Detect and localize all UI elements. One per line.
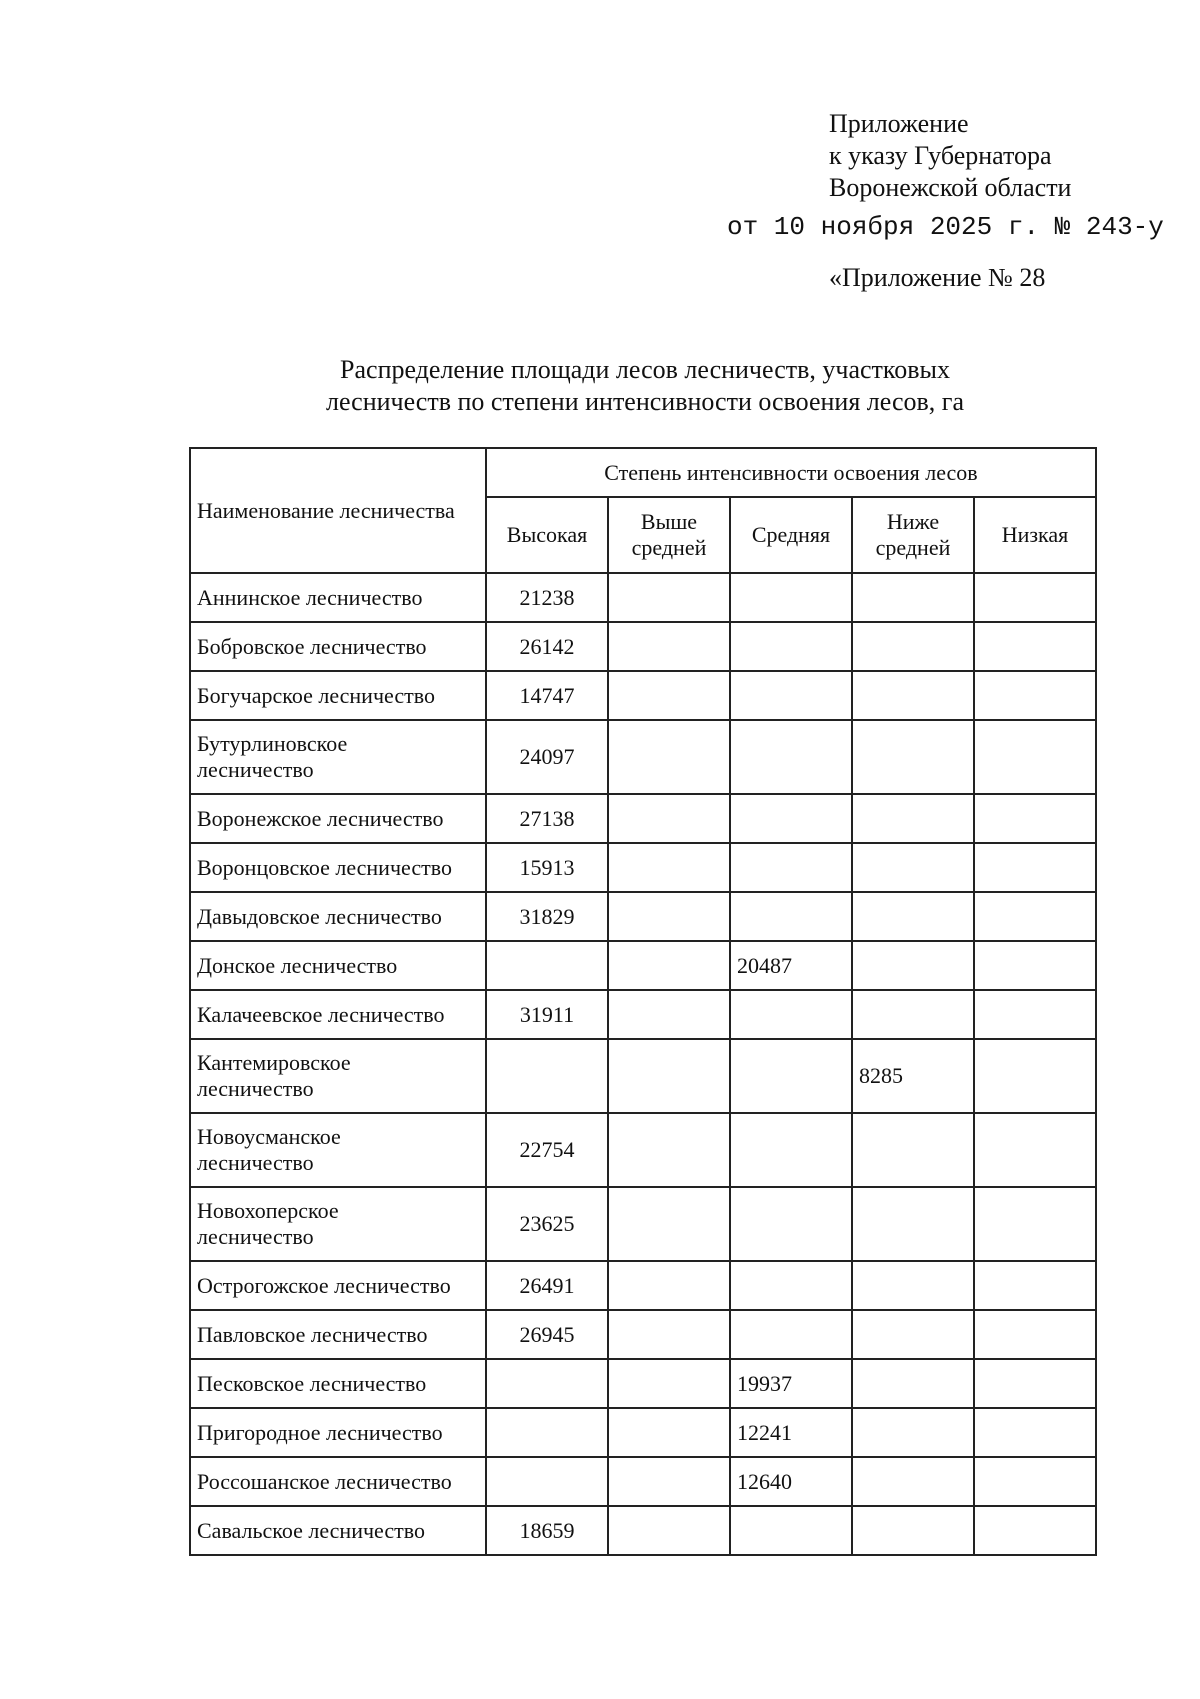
- value-cell: [852, 1408, 974, 1457]
- value-cell: [974, 892, 1096, 941]
- table-body: [190, 573, 1096, 1555]
- value-cell: [608, 1457, 730, 1506]
- column-header-line: Низкая: [1001, 522, 1069, 547]
- value-cell: [852, 1457, 974, 1506]
- forestry-name-cell: [190, 990, 486, 1039]
- value-cell: [486, 1457, 608, 1506]
- value-cell: [486, 941, 608, 990]
- forestry-name-line: Савальское лесничество: [197, 1517, 425, 1543]
- column-header: [730, 497, 852, 573]
- value-cell: [852, 1310, 974, 1359]
- value-cell: [852, 573, 974, 622]
- value-cell: [852, 1261, 974, 1310]
- forestry-name-cell: [190, 573, 486, 622]
- forestry-name-line: Новохоперское: [197, 1198, 339, 1223]
- forestry-name-line: Воронежское лесничество: [197, 805, 444, 831]
- value-cell: [486, 1359, 608, 1408]
- forestry-name-cell: [190, 622, 486, 671]
- value-cell: [974, 1310, 1096, 1359]
- value-cell: 8285: [852, 1039, 974, 1113]
- table-row: [190, 1113, 1096, 1187]
- value-cell: 12241: [730, 1408, 852, 1457]
- column-header: [852, 497, 974, 573]
- value-cell: [730, 843, 852, 892]
- column-header-line: средней: [875, 535, 951, 560]
- forestry-name-cell: [190, 843, 486, 892]
- annex-number: «Приложение № 28: [829, 263, 1046, 292]
- table-row: [190, 1457, 1096, 1506]
- table-row: [190, 892, 1096, 941]
- appendix-line: к указу Губернатора: [829, 141, 1052, 170]
- value-cell: [608, 622, 730, 671]
- value-cell: [608, 671, 730, 720]
- value-cell: [730, 794, 852, 843]
- value-cell: 26142: [486, 622, 608, 671]
- forestry-name-cell: [190, 794, 486, 843]
- value-cell: [974, 1506, 1096, 1555]
- value-cell: [974, 794, 1096, 843]
- value-cell: [730, 622, 852, 671]
- value-cell: [974, 1457, 1096, 1506]
- column-header-line: Выше: [640, 509, 698, 534]
- forestry-name-line: Павловское лесничество: [197, 1321, 428, 1347]
- column-header: [486, 497, 608, 573]
- value-cell: [974, 941, 1096, 990]
- value-cell: [608, 990, 730, 1039]
- value-cell: [730, 671, 852, 720]
- value-cell: 26945: [486, 1310, 608, 1359]
- value-cell: [608, 843, 730, 892]
- value-cell: [852, 990, 974, 1039]
- table-row: [190, 1039, 1096, 1113]
- value-cell: [608, 1187, 730, 1261]
- value-cell: 31829: [486, 892, 608, 941]
- name-column-header: Наименование лесничества: [190, 448, 486, 573]
- forestry-name-cell: [190, 1506, 486, 1555]
- value-cell: 18659: [486, 1506, 608, 1555]
- value-cell: [974, 1408, 1096, 1457]
- value-cell: [608, 1113, 730, 1187]
- value-cell: [974, 671, 1096, 720]
- value-cell: 26491: [486, 1261, 608, 1310]
- value-cell: [852, 622, 974, 671]
- value-cell: 20487: [730, 941, 852, 990]
- forestry-name-cell: [190, 1310, 486, 1359]
- value-cell: [608, 1261, 730, 1310]
- table-row: [190, 1506, 1096, 1555]
- table-row: [190, 720, 1096, 794]
- document-title: [190, 354, 1100, 418]
- forestry-name-line: Кантемировское: [197, 1050, 351, 1075]
- value-cell: [730, 1113, 852, 1187]
- value-cell: [974, 990, 1096, 1039]
- value-cell: [608, 794, 730, 843]
- table-row: [190, 941, 1096, 990]
- value-cell: 15913: [486, 843, 608, 892]
- value-cell: [852, 720, 974, 794]
- column-header-line: Ниже: [886, 509, 940, 534]
- forestry-name-line: лесничество: [197, 757, 314, 782]
- forestry-name-line: Воронцовское лесничество: [197, 854, 452, 880]
- value-cell: [608, 941, 730, 990]
- forestry-name-line: Калачеевское лесничество: [197, 1001, 445, 1027]
- forestry-name-line: Новоусманское: [197, 1124, 341, 1149]
- forestry-name-cell: [190, 1457, 486, 1506]
- table-row: [190, 794, 1096, 843]
- table-row: [190, 1359, 1096, 1408]
- forestry-name-line: Бобровское лесничество: [197, 633, 427, 659]
- value-cell: [730, 1039, 852, 1113]
- value-cell: [486, 1408, 608, 1457]
- forestry-name-line: Богучарское лесничество: [197, 682, 435, 708]
- column-header: [974, 497, 1096, 573]
- forestry-name-line: Бутурлиновское: [197, 731, 348, 756]
- value-cell: [730, 1310, 852, 1359]
- value-cell: [730, 720, 852, 794]
- value-cell: [974, 1187, 1096, 1261]
- forestry-name-cell: [190, 720, 486, 794]
- value-cell: 12640: [730, 1457, 852, 1506]
- value-cell: [608, 1039, 730, 1113]
- appendix-line: Приложение: [829, 109, 969, 138]
- column-header-line: Высокая: [506, 522, 588, 547]
- forestry-name-line: Острогожское лесничество: [197, 1272, 451, 1298]
- table-row: [190, 990, 1096, 1039]
- value-cell: [974, 843, 1096, 892]
- column-header-line: Средняя: [751, 522, 831, 547]
- forestry-name-line: Аннинское лесничество: [197, 584, 423, 610]
- value-cell: [730, 573, 852, 622]
- forestry-name-cell: [190, 1039, 486, 1113]
- value-cell: [852, 794, 974, 843]
- value-cell: 23625: [486, 1187, 608, 1261]
- value-cell: [974, 622, 1096, 671]
- value-cell: [608, 1408, 730, 1457]
- value-cell: [730, 892, 852, 941]
- value-cell: [730, 1506, 852, 1555]
- forestry-name-line: Пригородное лесничество: [197, 1419, 443, 1445]
- table-row: [190, 1408, 1096, 1457]
- forest-table: [189, 447, 1097, 1556]
- value-cell: 22754: [486, 1113, 608, 1187]
- value-cell: [974, 1039, 1096, 1113]
- table-row: [190, 622, 1096, 671]
- value-cell: 24097: [486, 720, 608, 794]
- value-cell: 19937: [730, 1359, 852, 1408]
- column-header: [608, 497, 730, 573]
- table-row: [190, 573, 1096, 622]
- value-cell: [608, 1310, 730, 1359]
- table-row: [190, 1310, 1096, 1359]
- value-cell: [852, 892, 974, 941]
- forestry-name-cell: [190, 1261, 486, 1310]
- table-row: [190, 1261, 1096, 1310]
- value-cell: [730, 1187, 852, 1261]
- value-cell: 14747: [486, 671, 608, 720]
- forestry-name-line: лесничество: [197, 1076, 314, 1101]
- value-cell: 21238: [486, 573, 608, 622]
- value-cell: [852, 941, 974, 990]
- forestry-name-cell: [190, 1113, 486, 1187]
- forestry-name-cell: [190, 892, 486, 941]
- forestry-name-cell: [190, 1187, 486, 1261]
- forestry-name-line: Давыдовское лесничество: [197, 903, 442, 929]
- value-cell: [608, 892, 730, 941]
- value-cell: [974, 1113, 1096, 1187]
- intensity-group-header: Степень интенсивности освоения лесов: [486, 448, 1096, 497]
- forestry-name-line: лесничество: [197, 1224, 314, 1249]
- appendix-line: Воронежской области: [829, 173, 1072, 202]
- table-row: [190, 1187, 1096, 1261]
- decree-line: от 10 ноября 2025 г. № 243-у: [727, 212, 1164, 242]
- value-cell: 31911: [486, 990, 608, 1039]
- value-cell: [852, 1187, 974, 1261]
- value-cell: [852, 1359, 974, 1408]
- forestry-name-cell: [190, 671, 486, 720]
- value-cell: 27138: [486, 794, 608, 843]
- forestry-name-line: Россошанское лесничество: [197, 1468, 452, 1494]
- forestry-name-cell: [190, 1408, 486, 1457]
- appendix-header: [829, 108, 1071, 204]
- forestry-name-cell: [190, 941, 486, 990]
- value-cell: [608, 720, 730, 794]
- table-row: [190, 843, 1096, 892]
- value-cell: [608, 1506, 730, 1555]
- title-line: Распределение площади лесов лесничеств, участковых: [340, 355, 950, 384]
- value-cell: [730, 1261, 852, 1310]
- value-cell: [852, 671, 974, 720]
- value-cell: [852, 843, 974, 892]
- forestry-name-line: Донское лесничество: [197, 952, 398, 978]
- forestry-name-cell: [190, 1359, 486, 1408]
- table-row: [190, 671, 1096, 720]
- value-cell: [974, 720, 1096, 794]
- value-cell: [608, 1359, 730, 1408]
- value-cell: [974, 573, 1096, 622]
- value-cell: [730, 990, 852, 1039]
- value-cell: [974, 1359, 1096, 1408]
- title-line: лесничеств по степени интенсивности освоения лесов, га: [326, 387, 964, 416]
- value-cell: [486, 1039, 608, 1113]
- forestry-name-line: лесничество: [197, 1150, 314, 1175]
- forestry-name-line: Песковское лесничество: [197, 1370, 427, 1396]
- value-cell: [608, 573, 730, 622]
- value-cell: [852, 1113, 974, 1187]
- value-cell: [974, 1261, 1096, 1310]
- value-cell: [852, 1506, 974, 1555]
- column-header-line: средней: [631, 535, 707, 560]
